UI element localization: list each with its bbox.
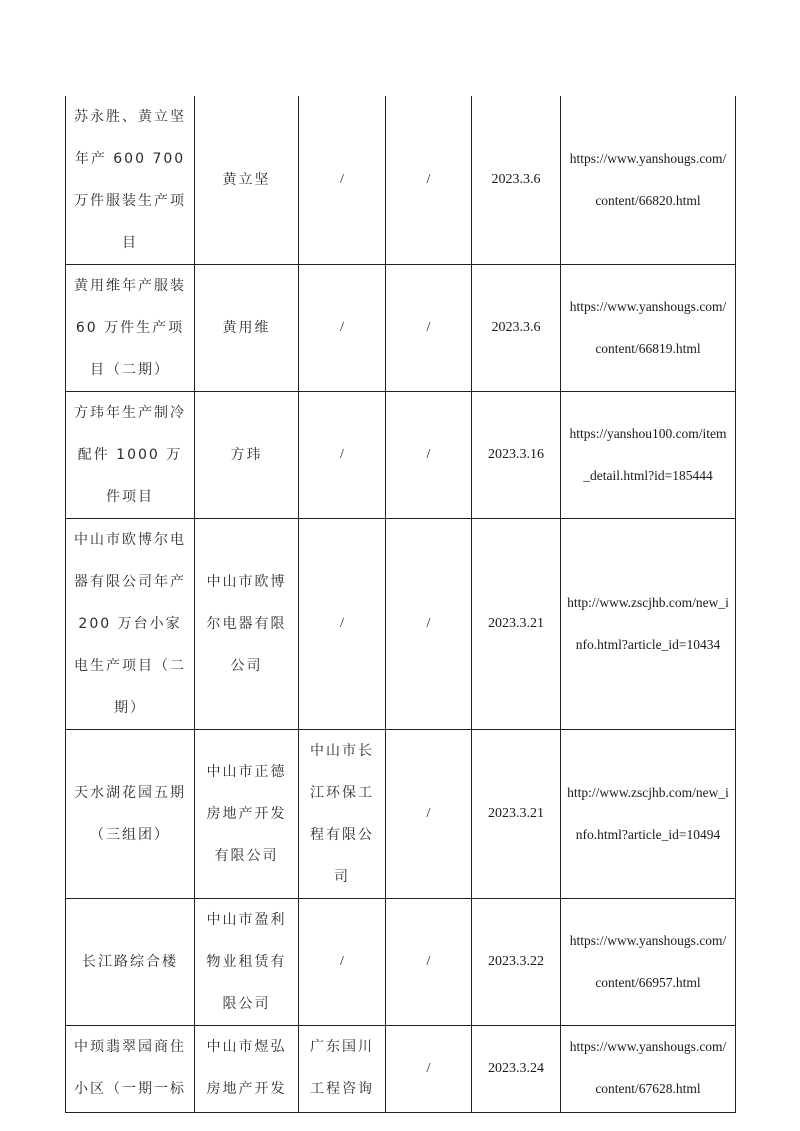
company-cell: 方玮 xyxy=(195,392,299,519)
date-cell: 2023.3.16 xyxy=(472,392,561,519)
project-cell: 中山市欧博尔电器有限公司年产200 万台小家电生产项目（二期） xyxy=(66,519,195,730)
date-cell: 2023.3.6 xyxy=(472,96,561,265)
company-cell: 黄立坚 xyxy=(195,96,299,265)
company-cell: 中山市盈利物业租赁有限公司 xyxy=(195,899,299,1026)
monitor-cell: / xyxy=(386,730,472,899)
table-row xyxy=(66,519,736,730)
table-row xyxy=(66,96,736,265)
project-cell: 长江路综合楼 xyxy=(66,899,195,1026)
monitor-cell: / xyxy=(386,392,472,519)
consultant-cell: / xyxy=(299,96,386,265)
url-cell: https://www.yanshougs.com/content/66820.html xyxy=(561,96,736,265)
consultant-cell: / xyxy=(299,519,386,730)
consultant-cell: / xyxy=(299,265,386,392)
table-row xyxy=(66,1026,736,1113)
date-cell: 2023.3.22 xyxy=(472,899,561,1026)
consultant-cell: 中山市长江环保工程有限公司 xyxy=(299,730,386,899)
table-row xyxy=(66,730,736,899)
monitor-cell: / xyxy=(386,519,472,730)
url-cell: https://www.yanshougs.com/content/66819.html xyxy=(561,265,736,392)
url-cell: https://www.yanshougs.com/content/66957.html xyxy=(561,899,736,1026)
project-cell: 天水湖花园五期（三组团） xyxy=(66,730,195,899)
table-row xyxy=(66,265,736,392)
monitor-cell: / xyxy=(386,265,472,392)
consultant-cell: / xyxy=(299,899,386,1026)
monitor-cell: / xyxy=(386,96,472,265)
records-table xyxy=(65,96,736,1113)
url-cell: https://yanshou100.com/item_detail.html?id=185444 xyxy=(561,392,736,519)
table-row xyxy=(66,392,736,519)
company-cell: 中山市欧博尔电器有限公司 xyxy=(195,519,299,730)
date-cell: 2023.3.21 xyxy=(472,519,561,730)
project-cell: 中顼翡翠园商住小区（一期一标 xyxy=(66,1026,195,1113)
company-cell: 黄用维 xyxy=(195,265,299,392)
table-row xyxy=(66,899,736,1026)
consultant-cell: / xyxy=(299,392,386,519)
url-cell: http://www.zscjhb.com/new_info.html?article_id=10494 xyxy=(561,730,736,899)
url-cell: https://www.yanshougs.com/content/67628.html xyxy=(561,1026,736,1113)
date-cell: 2023.3.21 xyxy=(472,730,561,899)
url-cell: http://www.zscjhb.com/new_info.html?article_id=10434 xyxy=(561,519,736,730)
monitor-cell: / xyxy=(386,1026,472,1113)
date-cell: 2023.3.6 xyxy=(472,265,561,392)
project-cell: 方玮年生产制冷配件 1000 万件项目 xyxy=(66,392,195,519)
company-cell: 中山市煜弘房地产开发 xyxy=(195,1026,299,1113)
date-cell: 2023.3.24 xyxy=(472,1026,561,1113)
project-cell: 苏永胜、黄立坚年产 600 700 万件服装生产项目 xyxy=(66,96,195,265)
monitor-cell: / xyxy=(386,899,472,1026)
project-cell: 黄用维年产服装60 万件生产项目（二期） xyxy=(66,265,195,392)
company-cell: 中山市正德房地产开发有限公司 xyxy=(195,730,299,899)
consultant-cell: 广东国川工程咨询 xyxy=(299,1026,386,1113)
